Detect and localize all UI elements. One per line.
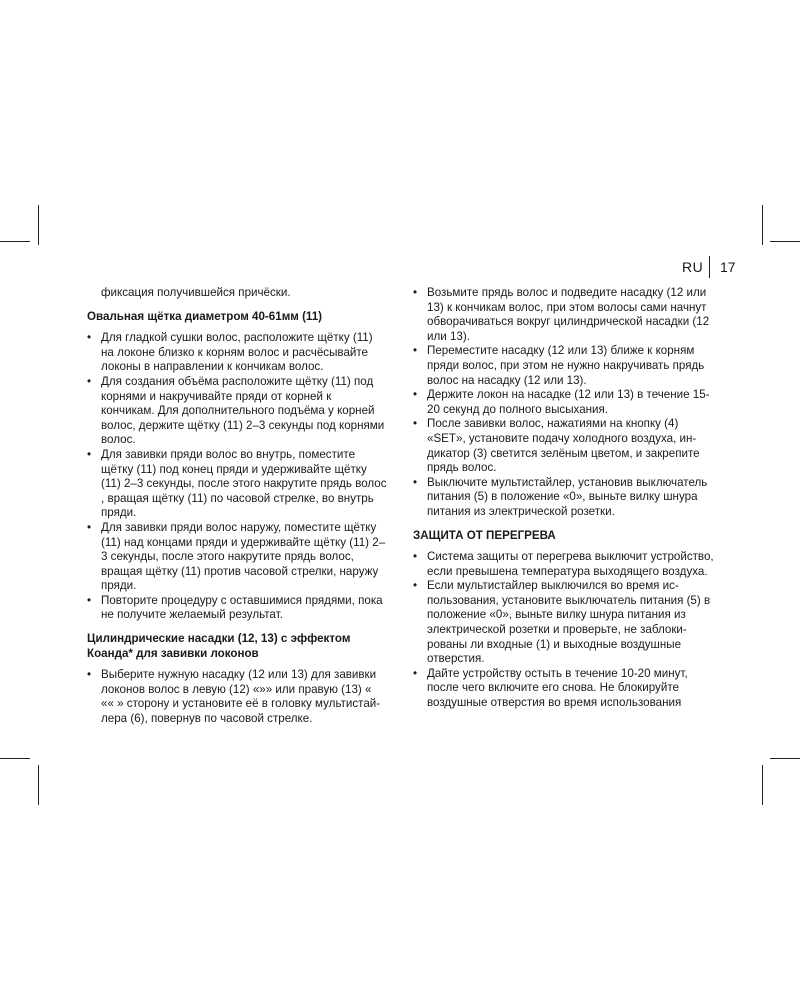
bullet-icon: •	[413, 344, 418, 358]
bullet-icon: •	[413, 286, 418, 299]
section-heading: ЗАЩИТА ОТ ПЕРЕГРЕВА	[413, 528, 556, 542]
section-heading: Цилиндрические насадки (12, 13) с эффектом Коанда* для завивки локонов	[87, 632, 351, 660]
list-item: • Выключите мультистайлер, установив выключатель питания (5) в положение «0», выньте вилку шнура питания из электрической розетки.	[413, 475, 708, 518]
bullet-list	[87, 331, 387, 623]
list-item: • Повторите процедуру с оставшимися прядями, пока не получите желаемый результат.	[87, 593, 383, 622]
list-item: • Для создания объёма расположите щётку (11) под корнями и накручивайте пряди от корней к кончикам. Для дополнительного подъёма у корней волос, держите щётку (11) 2–3 секунды под корнями волос.	[87, 374, 385, 447]
crop-mark	[770, 758, 800, 759]
list-item: • Дайте устройству остыть в течение 10-20 минут, после чего включите его снова. Не блокируйте воздушные отверстия во время использования	[413, 666, 688, 710]
left-column	[87, 286, 387, 736]
list-item: • Переместите насадку (12 или 13) ближе к корням пряди волос, при этом не нужно накручивать прядь волос на насадку (12 или 13).	[413, 344, 705, 387]
list-item: • Возьмите прядь волос и подведите насадку (12 или 13) к кончикам волос, при этом волосы сами начнут обворачиваться вокруг цилиндрической насадки (12 или 13).	[413, 286, 710, 343]
crop-mark	[38, 765, 39, 805]
crop-mark	[762, 205, 763, 245]
crop-mark	[762, 765, 763, 805]
bullet-icon: •	[87, 668, 92, 682]
section-heading: Овальная щётка диаметром 40-61мм (11)	[87, 309, 323, 323]
list-item: • Для завивки пряди волос во внутрь, поместите щётку (11) под конец пряди и удерживайте щётку (11) 2–3 секунды, после этого накрутите прядь волос , вращая щётку (11) по часовой стрелке, во внутрь пряди.	[87, 447, 387, 520]
bullet-icon: •	[413, 550, 418, 564]
continuation-text: фиксация получившейся причёски.	[101, 286, 291, 299]
crop-mark	[0, 758, 30, 759]
language-label: RU	[682, 259, 704, 275]
list-item: • Держите локон на насадке (12 или 13) в течение 15- 20 секунд до полного высыхания.	[413, 388, 710, 416]
bullet-icon: •	[87, 374, 92, 388]
bullet-icon: •	[413, 417, 418, 431]
crop-mark	[770, 241, 800, 242]
bullet-icon: •	[413, 388, 418, 402]
bullet-list	[87, 668, 387, 726]
bullet-list	[413, 550, 715, 711]
crop-mark	[38, 205, 39, 245]
header-divider	[709, 256, 710, 278]
bullet-icon: •	[87, 593, 92, 607]
bullet-icon: •	[87, 447, 92, 461]
bullet-icon: •	[413, 579, 418, 593]
right-column	[413, 286, 715, 720]
list-item: • После завивки волос, нажатиями на кнопку (4) «SET», установите подачу холодного воздуха, индикатор (3) светится зелёным цветом, и закрепите прядь волос.	[413, 417, 700, 475]
bullet-icon: •	[87, 520, 92, 534]
list-item: • Для гладкой сушки волос, расположите щётку (11) на локоне близко к корням волос и расчёсывайте локоны в направлении к кончикам волос.	[87, 331, 373, 374]
bullet-icon: •	[87, 331, 92, 345]
list-item: • Для завивки пряди волос наружу, поместите щётку (11) над концами пряди и удерживайте щётку (11) 2–3 секунды, после этого накрутите прядь волос, вращая щётку (11) против часовой стрелки, наружу пряди.	[87, 520, 386, 593]
list-item: • Система защиты от перегрева выключит устройство, если превышена температура выходящего воздуха.	[413, 550, 714, 578]
page-number: 17	[720, 259, 736, 275]
list-item: • Если мультистайлер выключился во время использования, установите выключатель питания (5) в положение «0», выньте вилку шнура питания из электрической розетки и проверьте, не заблокированы ли входные (1) и выходные воздушные отверстия.	[413, 579, 711, 666]
bullet-list	[413, 286, 715, 520]
page-header	[680, 256, 750, 278]
list-item: • Выберите нужную насадку (12 или 13) для завивки локонов волос в левую (12) «»» или правую (13) « «« » сторону и установите её в головку мультистайлера (6), повернув по часовой стрелке.	[87, 668, 381, 726]
bullet-icon: •	[413, 475, 418, 489]
bullet-icon: •	[413, 666, 418, 680]
crop-mark	[0, 241, 30, 242]
